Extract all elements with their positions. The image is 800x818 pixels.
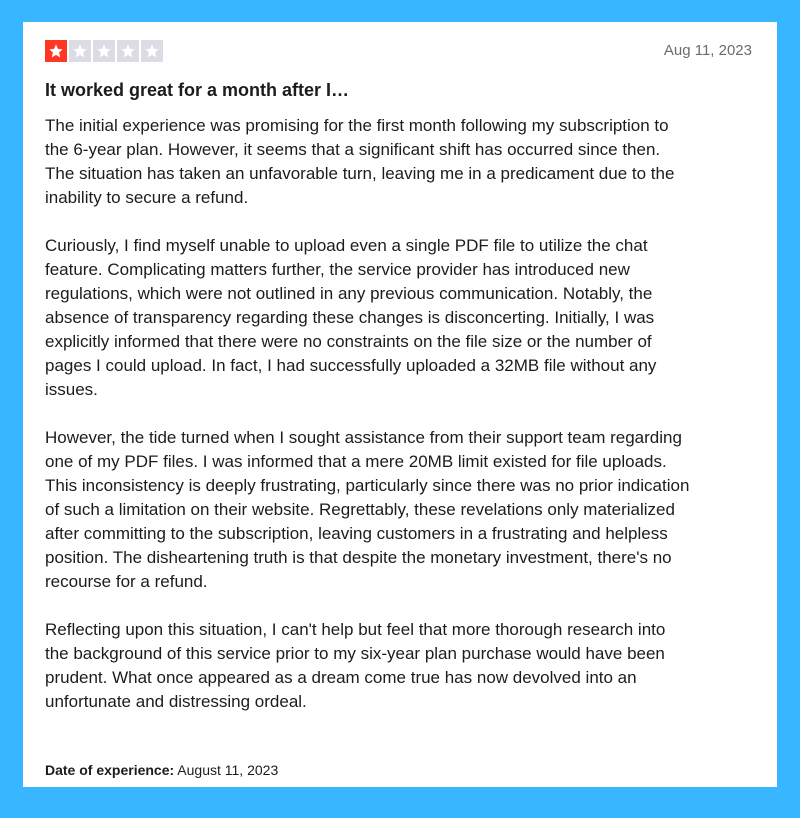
star-icon [93,40,115,62]
review-text-line: unfortunate and distressing ordeal. [45,692,307,711]
review-text-line: The situation has taken an unfavorable turn, leaving me in a predicament due to the [45,164,675,183]
review-text-line: absence of transparency regarding these changes is disconcerting. Initially, I was [45,308,655,327]
review-title[interactable]: It worked great for a month after I… [45,80,350,100]
review-text-line: This inconsistency is deeply frustrating, particularly since there was no prior indication [45,476,690,495]
review-text-line: prudent. What once appeared as a dream come true has now devolved into an [45,668,637,687]
review-card [23,22,777,787]
review-text-line: of such a limitation on their website. Regrettably, these revelations only materialized [45,500,675,519]
review-text-line: issues. [45,380,98,399]
review-text-line: after committing to the subscription, leaving customers in a frustrating and helpless [45,524,668,543]
star-icon [69,40,91,62]
review-paragraph [45,114,765,210]
review-text-line: recourse for a refund. [45,572,208,591]
review-paragraph [45,234,765,402]
review-text-line: The initial experience was promising for the first month following my subscription to [45,116,669,135]
review-text-line: the background of this service prior to my six-year plan purchase would have been [45,644,665,663]
review-body [45,114,765,738]
review-date: Aug 11, 2023 [663,42,752,59]
review-text-line: Reflecting upon this situation, I can't help but feel that more thorough research into [45,620,666,639]
review-text-line: feature. Complicating matters further, the service provider has introduced new [45,260,630,279]
review-text-line: Curiously, I find myself unable to upload even a single PDF file to utilize the chat [45,236,648,255]
star-icon [45,40,67,62]
experience-date: August 11, 2023 [177,762,279,778]
review-text-line: the 6-year plan. However, it seems that a significant shift has occurred since then. [45,140,661,159]
experience-label: Date of experience: [45,762,175,778]
star-rating [45,40,163,62]
review-text-line: explicitly informed that there were no constraints on the file size or the number of [45,332,652,351]
review-text-line: one of my PDF files. I was informed that a mere 20MB limit existed for file uploads. [45,452,667,471]
review-paragraph [45,426,765,594]
review-text-line: regulations, which were not outlined in any previous communication. Notably, the [45,284,653,303]
date-of-experience [45,762,278,778]
star-icon [117,40,139,62]
star-icon [141,40,163,62]
review-text-line: inability to secure a refund. [45,188,249,207]
review-paragraph [45,618,765,714]
review-text-line: pages I could upload. In fact, I had successfully uploaded a 32MB file without any [45,356,657,375]
review-text-line: position. The disheartening truth is that despite the monetary investment, there's no [45,548,672,567]
review-text-line: However, the tide turned when I sought assistance from their support team regarding [45,428,682,447]
